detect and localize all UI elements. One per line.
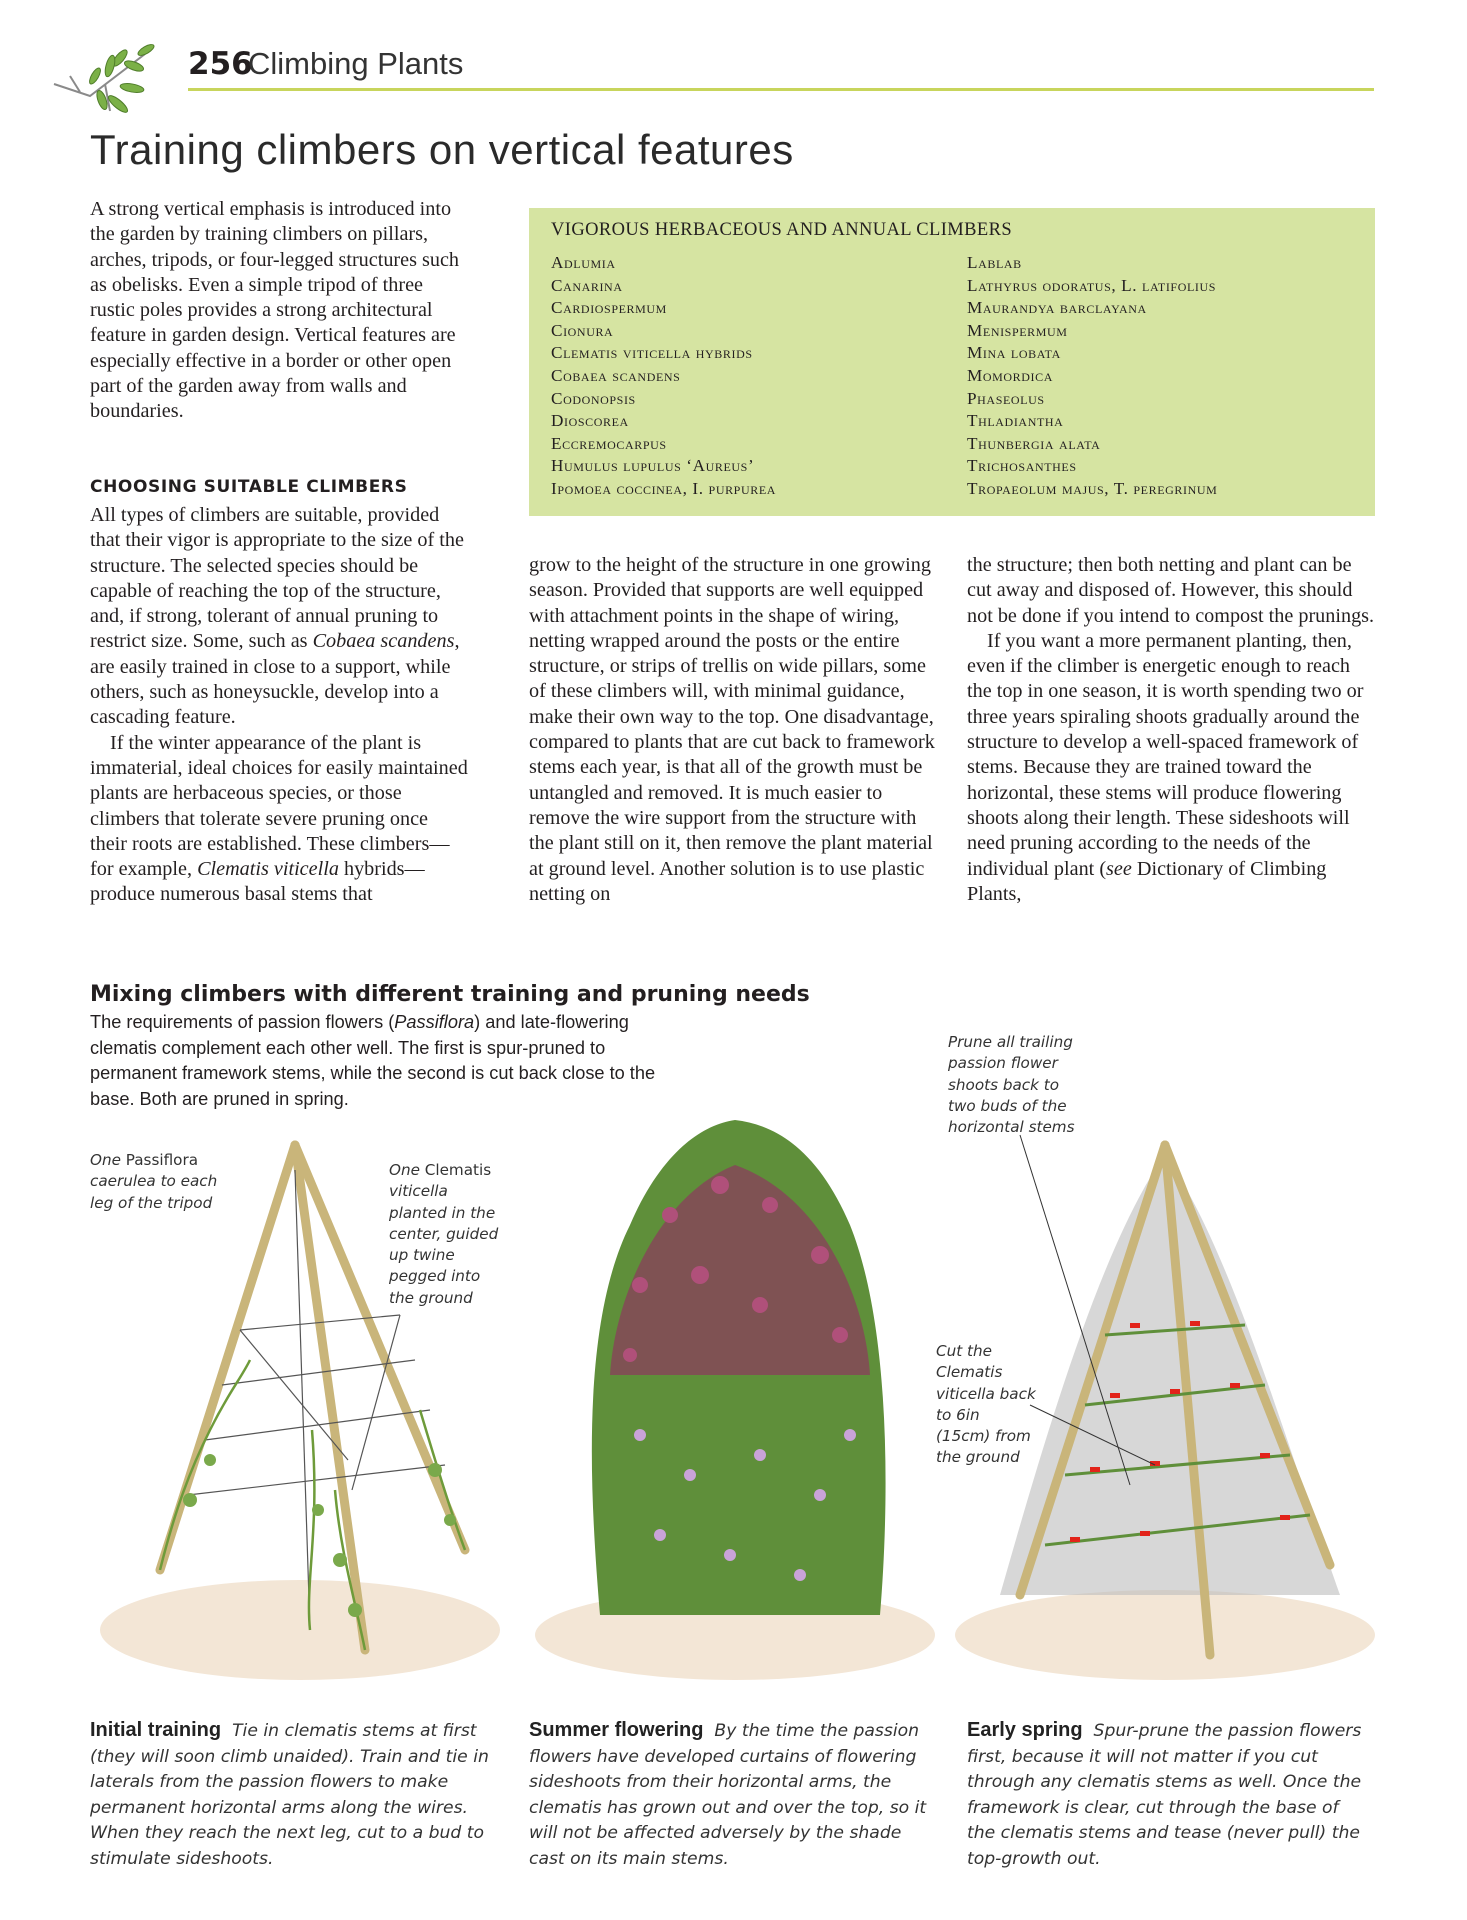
figure-heading: Mixing climbers with different training and pruning needs	[90, 982, 810, 1007]
header-divider	[188, 88, 1374, 91]
section-heading: CHOOSING SUITABLE CLIMBERS	[90, 477, 408, 497]
plant-list-item: Humulus lupulus ‘Aureus’	[551, 456, 755, 476]
leafy-twig-icon	[50, 36, 160, 126]
plant-list-item: Clematis viticella hybrids	[551, 343, 753, 363]
section-title: Climbing Plants	[248, 46, 464, 81]
page-number: 256	[188, 46, 253, 82]
plant-list-item: Maurandya barclayana	[967, 298, 1147, 318]
plant-list-item: Adlumia	[551, 253, 616, 272]
column-1-text	[90, 503, 470, 908]
plant-list-right	[967, 252, 1217, 501]
plant-list-item: Lablab	[967, 253, 1022, 272]
plant-list-item: Menispermum	[967, 320, 1068, 340]
plant-list-item: Ipomoea coccinea, I. purpurea	[551, 478, 777, 498]
plant-list-item: Lathyrus odoratus, L. latifolius	[967, 275, 1217, 295]
column-3-text	[967, 553, 1377, 907]
plant-list-item: Cardiospermum	[551, 298, 667, 318]
paragraph: If you want a more permanent planting, then, even if the climber is energetic enough to reach the top in one season, it is worth spending two or three years spiraling shoots gradually around the structure to develop a well-spaced framework of stems. Because they are trained toward the horizontal, these stems will produce flowering shoots along their length. These sideshoots will need pruning according to the needs of the individual plant (see Dictionary of Climbing Plants,	[967, 629, 1364, 905]
plant-list-item: Momordica	[967, 365, 1054, 385]
paragraph: grow to the height of the structure in one growing season. Provided that supports are well equipped with attachment points in the shape of wiring, netting wrapped around the posts or the entire structure, or strips of trellis on wide pillars, some of these climbers will, with minimal guidance, make their own way to the top. One disadvantage, compared to plants that are cut back to framework stems each year, is that all of the growth must be untangled and removed. It is much easier to remove the wire support from the structure with the plant still on it, then remove the plant material at ground level. Another solution is to use plastic netting on	[529, 554, 935, 905]
plant-list-item: Tropaeolum majus, T. peregrinum	[967, 478, 1218, 498]
page-title: Training climbers on vertical features	[90, 126, 794, 173]
plant-list-item: Thladiantha	[967, 411, 1064, 431]
figure-intro: The requirements of passion flowers (Passiflora) and late-flowering clematis complement each other well. The first is spur-pruned to permanent framework stems, while the second is cut back close to the base. Both are pruned in spring.	[90, 1012, 656, 1109]
intro-paragraph	[90, 197, 470, 425]
paragraph: If the winter appearance of the plant is immaterial, ideal choices for easily maintained plants are herbaceous species, or those climbers that tolerate severe pruning once their roots are established. These climbers—for example, Clematis viticella hybrids—produce numerous basal stems that	[90, 731, 468, 906]
plant-list-item: Cionura	[551, 320, 614, 340]
column-2-text	[529, 553, 939, 907]
callout-passiflora: One Passiflora caerulea to each leg of the tripod	[90, 1151, 218, 1212]
plant-list-item: Thunbergia alata	[967, 433, 1101, 453]
paragraph: the structure; then both netting and plant can be cut away and disposed of. However, this should not be done if you intend to compost the prunings.	[967, 554, 1375, 627]
tripod-summer-flowering-illustration	[520, 1075, 940, 1690]
plant-list-item: Eccremocarpus	[551, 433, 667, 453]
caption-initial-training: Initial training Tie in clematis stems at first (they will soon climb unaided). Train and tie in laterals from the passion flowers to make permanent horizontal arms along the wires. When they reach the next leg, cut to a bud to stimulate sideshoots.	[90, 1719, 489, 1869]
plant-list-item: Codonopsis	[551, 388, 636, 408]
plant-list-left	[551, 252, 776, 501]
callout-cut: Cut the Clematis viticella back to 6in (15cm) from the ground	[936, 1342, 1036, 1467]
plant-list-item: Phaseolus	[967, 388, 1045, 408]
callout-clematis: One Clematis viticella planted in the center, guided up twine pegged into the ground	[389, 1161, 499, 1307]
callout-prune: Prune all trailing passion flower shoots back to two buds of the horizontal stems	[948, 1033, 1075, 1137]
box-title: VIGOROUS HERBACEOUS AND ANNUAL CLIMBERS	[551, 220, 1013, 240]
caption-early-spring: Early spring Spur-prune the passion flowers first, because it will not matter if you cut through any clematis stems as well. Once the framework is clear, cut through the base of the clematis stems and tease (never pull) the top-growth out.	[967, 1719, 1362, 1869]
plant-list-item: Cobaea scandens	[551, 365, 681, 385]
plant-list-item: Dioscorea	[551, 411, 629, 431]
climbers-list-box	[529, 208, 1375, 516]
paragraph: All types of climbers are suitable, provided that their vigor is appropriate to the size of the structure. The selected species should be capable of reaching the top of the structure, and, if strong, tolerant of annual pruning to restrict size. Some, such as Cobaea scandens, are easily trained in close to a support, while others, such as honeysuckle, develop into a cascading feature.	[90, 504, 464, 729]
plant-list-item: Trichosanthes	[967, 456, 1077, 476]
intro-text: A strong vertical emphasis is introduced into the garden by training climbers on pillars, arches, tripods, or four-legged structures such as obelisks. Even a simple tripod of three rustic poles provides a strong architectural feature in garden design. Vertical features are especially effective in a border or other open part of the garden away from walls and boundaries.	[90, 198, 460, 423]
caption-summer-flowering: Summer flowering By the time the passion flowers have developed curtains of flowering sideshoots from their horizontal arms, the clematis has grown out and over the top, so it will not be affected adversely by the shade cast on its main stems.	[529, 1719, 927, 1869]
plant-list-item: Canarina	[551, 275, 623, 295]
plant-list-item: Mina lobata	[967, 343, 1061, 363]
